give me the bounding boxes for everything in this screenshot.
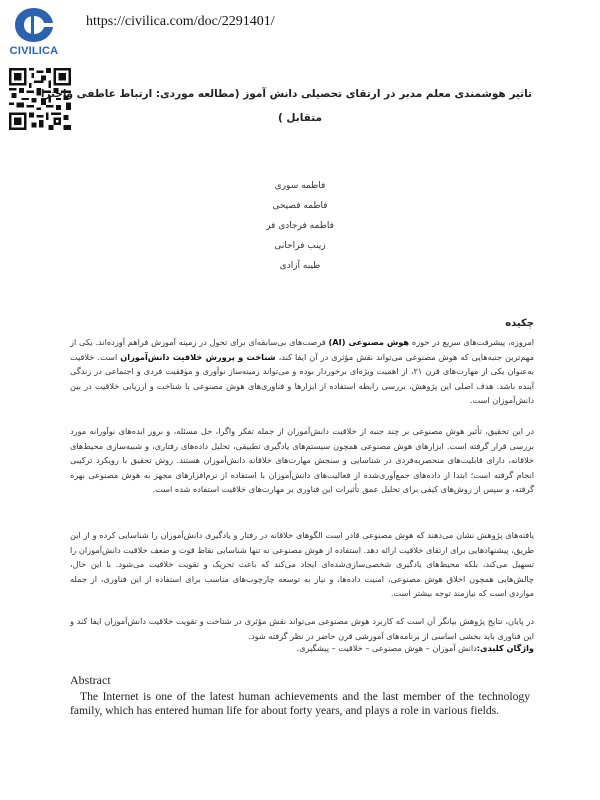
civilica-logo[interactable] (4, 6, 64, 58)
keywords-label: واژگان کلیدی: (476, 643, 534, 653)
abstract-heading: چکیده (505, 318, 534, 329)
abstract-paragraph-4: در پایان، نتایج پژوهش بیانگر آن است که کاربرد هوش مصنوعی می‌تواند نقش مؤثری در شناخت و تقویت خلاقیت دانش‌آموزان ایفا کند و این فناوری باید بخشی اساسی از برنامه‌های آموزشی قرن حاضر در نظر گرفته شود. (70, 616, 534, 641)
abstract-paragraph-1 (70, 335, 534, 408)
p1-text-c: فرصت‌های بی‌سابقه‌ای برای تحول در زمینه آموزش فراهم آورده‌اند. یکی از مهم‌ترین جنبه‌هایی که هوش مصنوعی می‌تواند نقش مؤثری در آن ایفا کند، (70, 337, 534, 362)
keywords-list: دانش آموزان – هوش مصنوعی – خلاقیت – پیشگیری. (296, 643, 477, 653)
p1-text-a: امروزه، پیشرفت‌های سریع در حوزه (409, 337, 534, 347)
p1-skill-term: شناخت و پرورش خلاقیت دانش‌آموزان (120, 351, 276, 362)
p1-ai-term: هوش مصنوعی (AI) (328, 337, 410, 347)
author-list (0, 176, 600, 276)
paper-title-line-1: تاثیر هوشمندی معلم مدبر در ارتقای تحصیلی دانش آموز (مطالعه موردی: ارتباط عاطفی واحترا (40, 88, 532, 100)
abstract-paragraph-3: یافته‌های پژوهش نشان می‌دهند که هوش مصنوعی قادر است الگوهای خلاقانه در رفتار و یادگیری دانش‌آموزان را شناسایی کرده و از این طریق، پیشنهادهایی برای ارتقای خلاقیت ارائه دهد. استفاده از هوش مصنوعی نه تنها شناسایی نقاط قوت و ضعف خلاقیت دانش‌آموزان را تسهیل می‌کند، بلکه محیط‌های یادگیری شخصی‌سازی‌شده‌ای ایجاد می‌کند که باعث تحریک و تقویت خلاقیت می‌شود. با این حال، چالش‌هایی همچون اخلاق هوش مصنوعی، امنیت داده‌ها، و نیاز به توسعه چارچوب‌های مناسب برای استفاده از این فناوری، از جمله مواردی است که نیازمند توجه بیشتر است. (70, 530, 534, 598)
author-name: فاطمه فصیحی (272, 201, 328, 211)
abstract-paragraph-2: در این تحقیق، تأثیر هوش مصنوعی بر چند جنبه از خلاقیت دانش‌آموزان از جمله تفکر واگرا، حل مسئله، و بروز ایده‌های نوآورانه مورد بررسی قرار گرفته است. ابزارهای هوش مصنوعی همچون سیستم‌های یادگیری تطبیقی، تحلیل داده‌های رفتاری، و شبیه‌سازی محیط‌های خلاقانه، دارای قابلیت‌های منحصربه‌فردی در شناسایی و سنجش مهارت‌های خلاقانه دانش‌آموزان هستند. روش تحقیق با رویکرد ترکیبی انجام گرفته است؛ ابتدا از داده‌های جمع‌آوری‌شده از فعالیت‌های دانش‌آموزان با استفاده از نرم‌افزارهای مجهز به هوش مصنوعی بهره گرفته، و سپس از روش‌های کیفی برای تحلیل عمق تأثیرات این فناوری بر مهارت‌های خلاقیت استفاده شده است. (70, 426, 534, 494)
logo-text: CIVILICA (9, 45, 59, 57)
english-abstract-text: The Internet is one of the latest human achievements and the last member of the technology family, which has entered human life for about forty years, and plays a role in various fields. (70, 690, 530, 717)
author-name: طیبه آزادی (279, 261, 321, 271)
keywords (70, 643, 534, 653)
civilica-c-icon (12, 6, 56, 44)
document-url[interactable]: https://civilica.com/doc/2291401/ (86, 14, 275, 29)
p1-text-d: است. خلاقیت به‌عنوان یکی از مهارت‌های قرن ۲۱، از اهمیت ویژه‌ای برخوردار بوده و می‌تواند زمینه‌ساز نوآوری و موفقیت فردی و اجتماعی در زندگی آینده باشد. هدف اصلی این پژوهش، بررسی رابطه استفاده از ابزارها و فناوری‌های هوش مصنوعی با شناخت و ارزیابی خلاقیت در بین دانش‌آموزان است. (70, 351, 534, 405)
english-abstract-heading: Abstract (70, 673, 111, 687)
author-name: فاطمه سوری (274, 181, 326, 191)
paper-title (40, 82, 532, 130)
author-name: زینب فراحانی (274, 241, 326, 251)
author-name: فاطمه فرجادی فر (266, 221, 334, 231)
paper-title-line-2: متقابل ) (277, 112, 323, 124)
